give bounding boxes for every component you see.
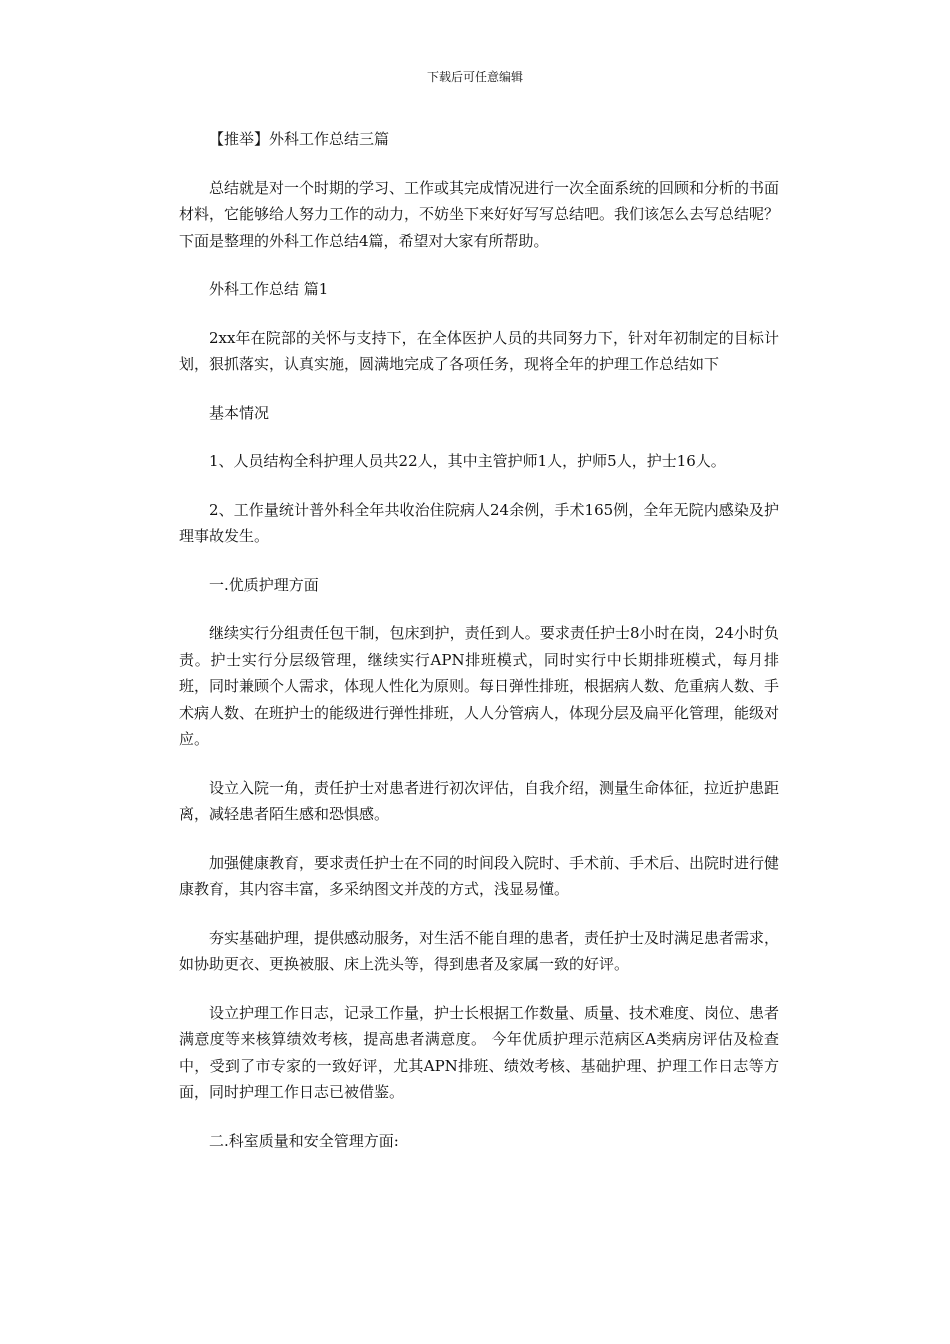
page-header: 下载后可任意编辑 [426, 70, 523, 84]
basic-info-heading: 基本情况 [209, 403, 270, 422]
quality-paragraph-4: 夯实基础护理，提供感动服务，对生活不能自理的患者，责任护士及时满足患者需求，如协助更衣、更换被服、床上洗头等，得到患者及家属一致的好评。 [179, 928, 780, 973]
section1-heading: 外科工作总结 篇1 [209, 280, 329, 298]
intro-paragraph: 总结就是对一个时期的学习、工作或其完成情况进行一次全面系统的回顾和分析的书面材料，它能够给人努力工作的动力，不妨坐下来好好写写总结吧。我们该怎么去写总结呢？下面是整理的外科工作总结4篇，希望对大家有所帮助。 [179, 178, 780, 250]
quality-paragraph-5: 设立护理工作日志，记录工作量，护士长根据工作数量、质量、技术难度、岗位、患者满意度等来核算绩效考核，提高患者满意度。 今年优质护理示范病区A类病房评估及检查中，受到了市专家的一致好评，尤其APN排班、绩效考核、基础护理、护理工作日志等方面，同时护理工作日志已被借鉴。 [179, 1003, 780, 1101]
quality-paragraph-2: 设立入院一角，责任护士对患者进行初次评估，自我介绍，测量生命体征，拉近护患距离，减轻患者陌生感和恐惧感。 [179, 778, 780, 823]
safety-management-heading: 二.科室质量和安全管理方面: [209, 1131, 399, 1150]
basic-item-1: 1、人员结构全科护理人员共22人，其中主管护师1人，护师5人，护士16人。 [209, 452, 726, 470]
quality-care-heading: 一.优质护理方面 [209, 575, 319, 594]
document-body [179, 126, 779, 1176]
document-title: 【推举】外科工作总结三篇 [209, 130, 390, 148]
quality-paragraph-1: 继续实行分组责任包干制，包床到护，责任到人。要求责任护士8小时在岗，24小时负责。护士实行分层级管理，继续实行APN排班模式，同时实行中长期排班模式，每月排班，同时兼顾个人需求，体现人性化为原则。每日弹性排班，根据病人数、危重病人数、手术病人数、在班护士的能级进行弹性排班，人人分管病人，体现分层及扁平化管理，能级对应。 [179, 624, 780, 748]
basic-item-2: 2、工作量统计普外科全年共收治住院病人24余例，手术165例，全年无院内感染及护理事故发生。 [179, 500, 779, 545]
quality-paragraph-3: 加强健康教育，要求责任护士在不同的时间段入院时、手术前、手术后、出院时进行健康教育，其内容丰富，多采纳图文并茂的方式，浅显易懂。 [179, 853, 780, 898]
section1-intro-paragraph: 2xx年在院部的关怀与支持下，在全体医护人员的共同努力下，针对年初制定的目标计划，狠抓落实，认真实施，圆满地完成了各项任务，现将全年的护理工作总结如下 [179, 328, 779, 373]
